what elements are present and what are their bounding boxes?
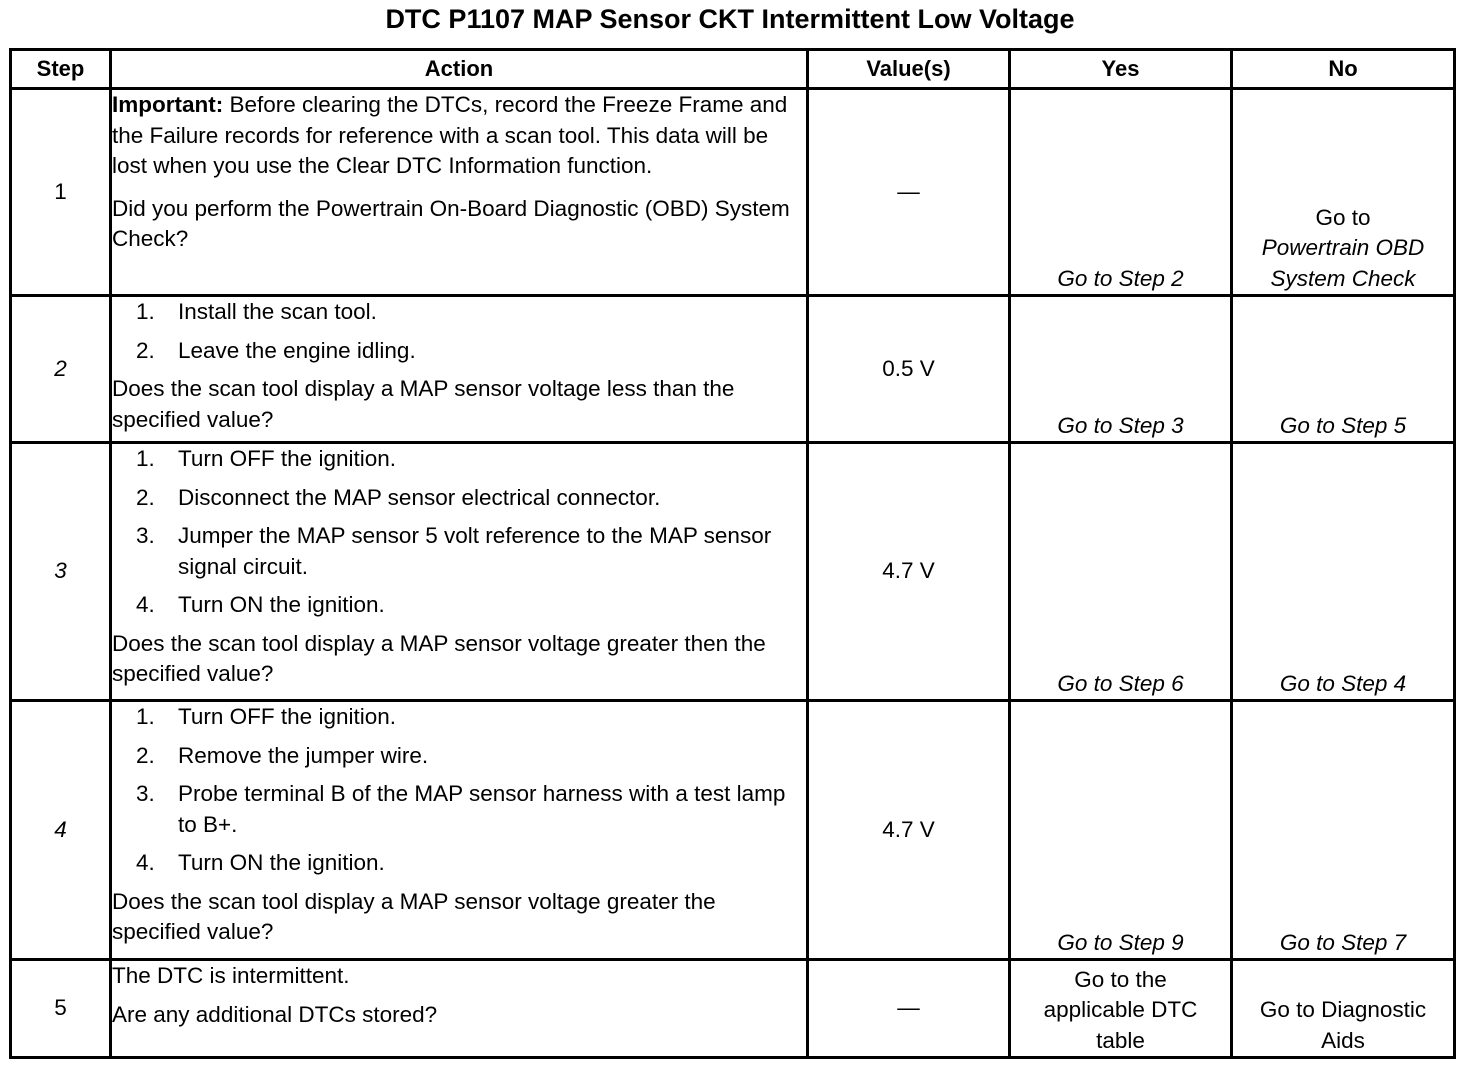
action-question: Are any additional DTCs stored? [112,1001,438,1027]
step-number: 4 [11,701,111,960]
no-cell-line2: Powertrain OBD System Check [1261,235,1425,291]
action-cell [111,296,808,443]
header-step: Step [11,50,111,89]
yes-cell-text: Go to the applicable DTC table [1043,966,1198,1053]
header-row [11,50,1455,89]
header-values: Value(s) [808,50,1010,89]
list-item: 4. Turn ON the ignition. [136,850,385,875]
page-title: DTC P1107 MAP Sensor CKT Intermittent Low Voltage [385,4,1075,34]
action-list [112,702,806,879]
table-row [11,89,1455,296]
action-cell [111,443,808,701]
value-cell: 4.7 V [808,701,1010,960]
step-number: 2 [11,296,111,443]
list-item: 3. Jumper the MAP sensor 5 volt reference to the MAP sensor signal circuit. [136,523,772,579]
list-item: 2. Leave the engine idling. [136,337,416,363]
no-cell-text: Go to Diagnostic Aids [1259,997,1427,1053]
no-cell [1232,960,1455,1058]
list-item: 1. Install the scan tool. [136,299,377,324]
list-item: 1. Turn OFF the ignition. [136,704,397,729]
action-cell [111,960,808,1058]
header-no: No [1232,50,1455,89]
important-text: Before clearing the DTCs, record the Freeze Frame and the Failure records for reference with a scan tool. This data will be lost when you use the Clear DTC Information function. [112,92,788,178]
action-list [112,297,806,366]
no-cell [1232,89,1455,296]
action-question: Did you perform the Powertrain On-Board Diagnostic (OBD) System Check? [112,195,790,251]
action-list [112,444,806,621]
header-action: Action [111,50,808,89]
action-question: Does the scan tool display a MAP sensor voltage greater then the specified value? [112,630,766,686]
no-cell: Go to Step 7 [1232,701,1455,960]
value-cell: — [808,89,1010,296]
no-cell-line1: Go to [1315,204,1371,230]
list-item: 1. Turn OFF the ignition. [136,446,397,471]
step-number: 5 [11,960,111,1058]
yes-cell: Go to Step 6 [1010,443,1232,701]
value-cell: 0.5 V [808,296,1010,443]
list-item: 4. Turn ON the ignition. [136,592,385,617]
diagnostic-table [9,48,1456,1059]
important-label: Important: [112,92,224,117]
yes-cell: Go to Step 9 [1010,701,1232,960]
yes-cell: Go to Step 2 [1010,89,1232,296]
table-row [11,960,1455,1058]
no-cell: Go to Step 5 [1232,296,1455,443]
table-row [11,443,1455,701]
yes-cell: Go to Step 3 [1010,296,1232,443]
table-row [11,701,1455,960]
step-number: 1 [11,89,111,296]
header-yes: Yes [1010,50,1232,89]
important-note [112,90,806,182]
list-item: 3. Probe terminal B of the MAP sensor harness with a test lamp to B+. [136,781,786,837]
step-number: 3 [11,443,111,701]
action-question: Does the scan tool display a MAP sensor voltage greater the specified value? [112,888,716,944]
list-item: 2. Remove the jumper wire. [136,742,429,768]
action-question: Does the scan tool display a MAP sensor voltage less than the specified value? [112,376,735,432]
no-cell: Go to Step 4 [1232,443,1455,701]
action-cell [111,89,808,296]
action-cell [111,701,808,960]
list-item: 2. Disconnect the MAP sensor electrical connector. [136,484,661,510]
value-cell: — [808,960,1010,1058]
value-cell: 4.7 V [808,443,1010,701]
table-row [11,296,1455,443]
yes-cell [1010,960,1232,1058]
action-line: The DTC is intermittent. [112,963,350,988]
